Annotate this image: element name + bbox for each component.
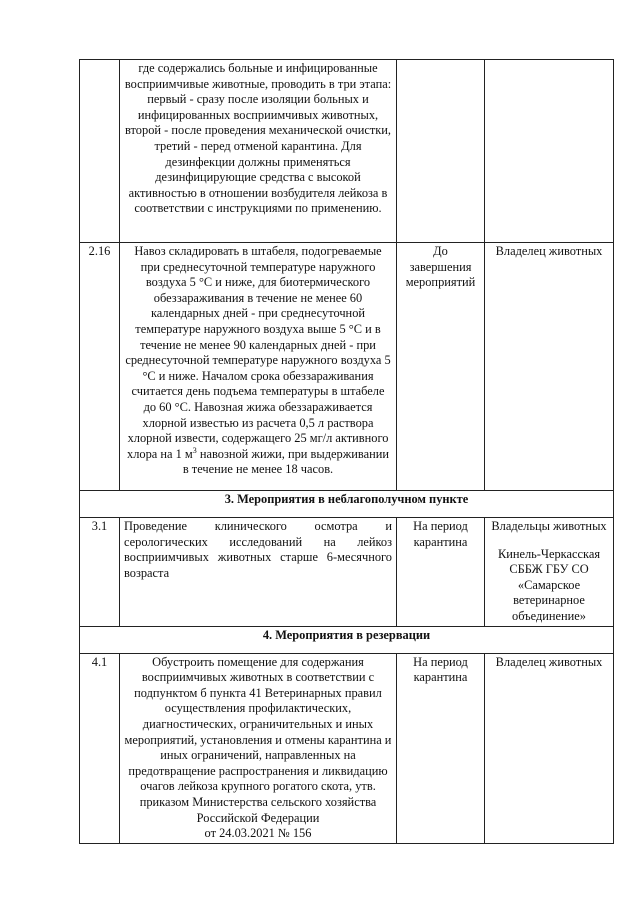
section-title: 4. Мероприятия в резервации — [80, 626, 614, 653]
term-cell: До завершения мероприятий — [397, 243, 485, 491]
responsible-line: ветеринарное — [513, 593, 585, 608]
section-title: 3. Мероприятия в неблагополучном пункте — [80, 491, 614, 518]
item-number: 3.1 — [80, 518, 120, 627]
responsible-cell — [485, 518, 614, 627]
responsible-line: Кинель-Черкасская — [497, 546, 601, 561]
responsible-primary: Владельцы животных — [491, 519, 607, 533]
item-number: 4.1 — [80, 653, 120, 843]
action-text: Навоз складировать в штабеля, подогреваемые при среднесуточной температуре наружного воздуха 5 °С и ниже, для биотермического обеззараживания в течение не менее 60 календарных дней - при среднесуточной температуре наружного воздуха выше 5 °С и в течение не менее 90 календарных дней - при среднесуточной температуре наружного воздуха 5 °С и ниже. Началом срока обеззараживания считается день подъема температуры в штабеле до 60 °С. Навозная жижа обеззараживается хлорной известью из расчета 0,5 л раствора хлорной извести, содержащего 25 мг/л активного хлора на 1 м — [125, 244, 391, 461]
responsible-cell: Владелец животных — [485, 653, 614, 843]
action-text-end: навозной жижи, при выдерживании в течение не менее 18 часов. — [182, 446, 389, 477]
term-cell: На период карантина — [397, 653, 485, 843]
measures-table — [79, 59, 614, 844]
table-row-4-1 — [80, 653, 614, 843]
section-heading-row-3 — [80, 491, 614, 518]
action-cell: Проведение клинического осмотра и серологических исследований на лейкоз восприимчивых животных старше 6-месячного возраста — [120, 518, 397, 627]
responsible-cell — [485, 60, 614, 243]
table-row-continuation — [80, 60, 614, 243]
responsible-line: СББЖ ГБУ СО — [509, 562, 589, 577]
term-cell — [397, 60, 485, 243]
table-row-3-1 — [80, 518, 614, 627]
term-cell: На период карантина — [397, 518, 485, 627]
item-number: 2.16 — [80, 243, 120, 491]
table-row-2-16 — [80, 243, 614, 491]
action-cell — [120, 653, 397, 843]
spacer — [489, 535, 609, 547]
responsible-line: объединение» — [512, 608, 586, 623]
action-cell — [120, 243, 397, 491]
cubic-superscript: 3 — [192, 445, 197, 455]
responsible-line: «Самарское — [517, 577, 581, 592]
item-number — [80, 60, 120, 243]
order-date: от 24.03.2021 № 156 — [204, 826, 312, 841]
action-text: Обустроить помещение для содержания восприимчивых животных в соответствии с подпунктом б пункта 41 Ветеринарных правил осуществления профилактических, диагностических, ограничительных и иных мероприятий, установления и отмены карантина и иных ограничений, направленных на предотвращение распространения и ликвидацию очагов лейкоза крупного рогатого скота, утв. приказом Министерства сельского хозяйства Российской Федерации — [124, 654, 392, 825]
responsible-cell: Владелец животных — [485, 243, 614, 491]
action-cell: где содержались больные и инфицированные восприимчивые животные, проводить в три этапа: первый - сразу после изоляции больных и инфицированных восприимчивых животных, второй - после проведения механической очистки, третий - перед отменой карантина. Для дезинфекции должны применяться дезинфицирующие средства с высокой активностью в отношении возбудителя лейкоза в соответствии с инструкциями по применению. — [120, 60, 397, 243]
section-heading-row-4 — [80, 626, 614, 653]
